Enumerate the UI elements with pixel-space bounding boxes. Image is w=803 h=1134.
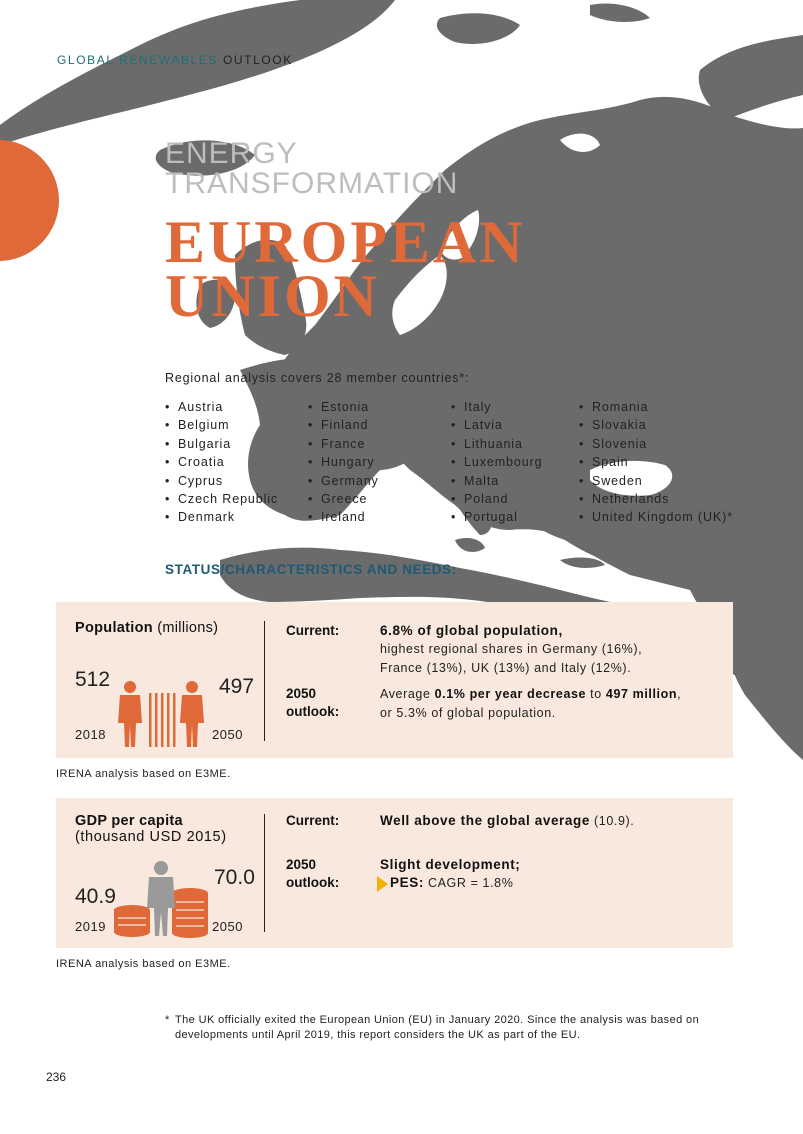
list-item: • Latvia [451,416,543,434]
page-title [165,209,526,329]
list-item: • Bulgaria [165,435,278,453]
footnote [165,1013,745,1043]
title-line2: UNION [165,263,381,329]
gdp-label [75,813,227,845]
list-item: • Ireland [308,508,379,526]
list-item: • Lithuania [451,435,543,453]
country-list-col3 [451,398,543,527]
list-item: • Greece [308,490,379,508]
gdp-coins-person-icon [112,860,212,938]
population-current-bold: 6.8% of global population, [380,623,563,638]
list-item: • Hungary [308,453,379,471]
gdp-current-label: Current: [286,813,340,828]
footnote-marker: * [165,1014,170,1026]
list-item: • Luxembourg [451,453,543,471]
population-year-start: 2018 [75,727,106,742]
gdp-pes-value: CAGR = 1.8% [423,876,514,890]
population-outlook-label2: outlook: [286,704,340,719]
gdp-label-text: GDP per capita [75,813,183,829]
page-number: 236 [46,1070,67,1084]
list-item: • Slovakia [579,416,733,434]
subtitle-line2: TRANSFORMATION [165,167,459,200]
intro-text: Regional analysis covers 28 member countries*: [165,371,470,385]
gdp-current-bold: Well above the global average [380,813,590,828]
map-sicily [455,538,485,552]
map-novaya-zemlya [699,35,803,120]
population-outlook-label1: 2050 [286,686,317,701]
list-item: • Portugal [451,508,543,526]
map-greenland [0,0,395,145]
status-heading: STATUS/CHARACTERISTICS AND NEEDS: [165,562,457,577]
gdp-outlook-label2: outlook: [286,875,340,890]
population-people-icon [114,679,210,749]
map-svalbard [437,13,520,44]
gdp-source: IRENA analysis based on E3ME. [56,958,231,970]
population-year-end: 2050 [212,727,243,742]
gdp-pes-label: PES: [390,875,424,890]
list-item: • Cyprus [165,472,278,490]
population-outlook-post: , [677,687,682,701]
map-crete [560,558,605,568]
gdp-outlook-text [380,856,725,893]
list-item: • Belgium [165,416,278,434]
population-divider [264,621,265,741]
population-source: IRENA analysis based on E3ME. [56,768,231,780]
gdp-current-rest: (10.9). [589,814,635,828]
list-item: • Finland [308,416,379,434]
subtitle-line1: ENERGY [165,137,298,170]
population-current-text [380,622,720,677]
gdp-outlook-line1: Slight development; [380,857,521,872]
list-item: • Romania [579,398,733,416]
list-item: • Austria [165,398,278,416]
running-header [57,53,293,67]
population-outlook-label [286,685,339,721]
gdp-value-end: 70.0 [214,866,255,889]
population-label-text: Population [75,620,153,636]
population-current-label: Current: [286,623,340,638]
section-subtitle [165,139,458,199]
header-part2: OUTLOOK [222,53,293,67]
footnote-text: The UK officially exited the European Union (EU) in January 2020. Since the analysis was based on developments until April 2019, this report considers the UK as part of the EU. [175,1014,700,1041]
list-item: • Slovenia [579,435,733,453]
list-item: • United Kingdom (UK)* [579,508,733,526]
population-outlook-bold2: 497 million [605,687,678,701]
list-item: • Germany [308,472,379,490]
list-item: • Denmark [165,508,278,526]
list-item: • Sweden [579,472,733,490]
list-item: • Czech Republic [165,490,278,508]
country-list-col4 [579,398,733,527]
gdp-outlook-label [286,856,339,892]
list-item: • Croatia [165,453,278,471]
gdp-year-start: 2019 [75,919,106,934]
population-value-start: 512 [75,668,111,691]
list-item: • Spain [579,453,733,471]
title-line1: EUROPEAN [165,209,526,275]
gdp-current-text [380,812,725,831]
header-part1: GLOBAL RENEWABLES [57,53,219,67]
gdp-value-start: 40.9 [75,885,116,908]
population-current-line3: France (13%), UK (13%) and Italy (12%). [380,660,632,675]
population-unit: (millions) [157,620,219,636]
population-outlook-pre: Average [380,687,435,701]
gdp-divider [264,814,265,932]
population-outlook-bold1: 0.1% per year decrease [434,687,587,701]
map-franz-josef [590,3,650,22]
country-list-col2 [308,398,379,527]
gdp-outlook-label1: 2050 [286,857,317,872]
list-item: • Estonia [308,398,379,416]
list-item: • Netherlands [579,490,733,508]
population-current-line2: highest regional shares in Germany (16%), [380,642,643,656]
arrow-right-icon [377,876,388,892]
population-outlook-text [380,685,725,722]
list-item: • Poland [451,490,543,508]
gdp-unit: (thousand USD 2015) [75,829,227,845]
population-outlook-line2: or 5.3% of global population. [380,705,556,720]
population-outlook-mid: to [586,687,606,701]
list-item: • France [308,435,379,453]
gdp-year-end: 2050 [212,919,243,934]
country-list-col1 [165,398,278,527]
list-item: • Malta [451,472,543,490]
population-label [75,620,218,636]
population-value-end: 497 [219,675,255,698]
list-item: • Italy [451,398,543,416]
